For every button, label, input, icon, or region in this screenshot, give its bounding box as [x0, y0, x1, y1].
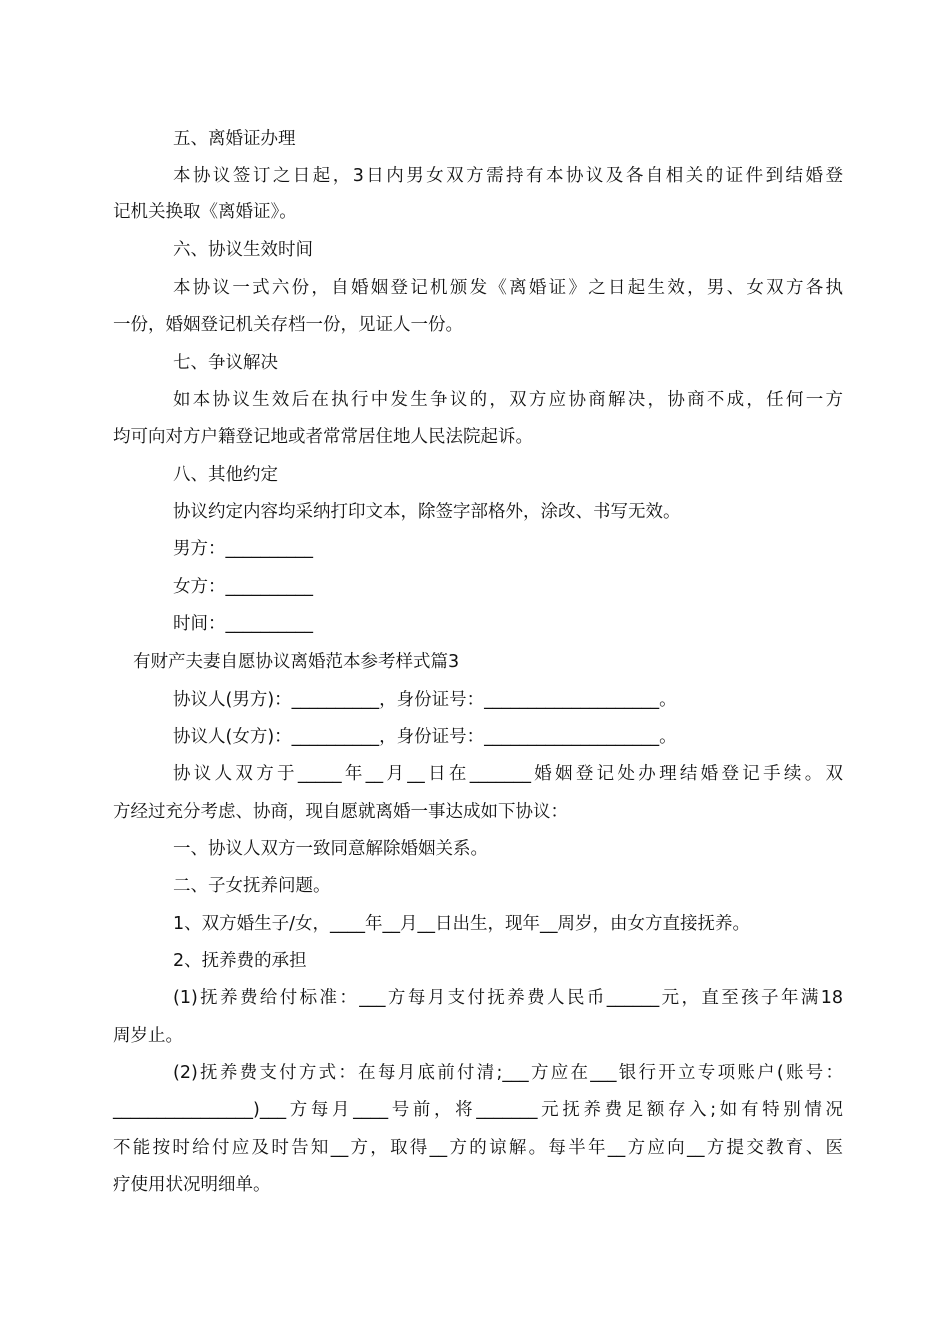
paragraph-line: 不能按时给付应及时告知__方，取得__方的谅解。每半年__方应向__方提交教育、医 [113, 1138, 843, 1158]
clause-line: 一、协议人双方一致同意解除婚姻关系。 [173, 839, 488, 859]
clause-line: 2、抚养费的承担 [173, 951, 307, 971]
paragraph-line: 疗使用状况明细单。 [113, 1175, 271, 1195]
paragraph-line: 协议人双方于_____年__月__日在_______婚姻登记处办理结婚登记手续。双 [173, 764, 843, 784]
paragraph-line: 一份，婚姻登记机关存档一份，见证人一份。 [113, 315, 463, 335]
section-heading-5: 五、离婚证办理 [173, 129, 296, 149]
party-line-female: 协议人(女方)：__________，身份证号：____________________。 [173, 727, 677, 747]
party-line-male: 协议人(男方)：__________，身份证号：____________________。 [173, 690, 677, 710]
clause-line: 1、双方婚生子/女，____年__月__日出生，现年__周岁，由女方直接抚养。 [173, 914, 751, 934]
paragraph-line: 本协议签订之日起，3日内男女双方需持有本协议及各自相关的证件到结婚登 [173, 166, 843, 186]
paragraph-line: 方经过充分考虑、协商，现自愿就离婚一事达成如下协议： [113, 802, 568, 822]
paragraph-line: 周岁止。 [113, 1026, 183, 1046]
paragraph-line: 记机关换取《离婚证》。 [113, 202, 297, 222]
section-heading-7: 七、争议解决 [173, 353, 278, 373]
section-heading-8: 八、其他约定 [173, 465, 278, 485]
paragraph-line: 协议约定内容均采纳打印文本，除签字部格外，涂改、书写无效。 [173, 502, 681, 522]
paragraph-line: (1)抚养费给付标准：___方每月支付抚养费人民币______元，直至孩子年满18 [173, 988, 843, 1008]
clause-line: 二、子女抚养问题。 [173, 876, 331, 896]
section-heading-6: 六、协议生效时间 [173, 240, 313, 260]
signature-line-date: 时间：__________ [173, 614, 313, 634]
paragraph-line: 均可向对方户籍登记地或者常常居住地人民法院起诉。 [113, 427, 533, 447]
signature-line-female: 女方：__________ [173, 577, 313, 597]
article-title: 有财产夫妻自愿协议离婚范本参考样式篇3 [133, 652, 460, 672]
signature-line-male: 男方：__________ [173, 539, 313, 559]
paragraph-line: ________________)___方每月____号前，将_______元抚养费足额存入;如有特别情况 [113, 1100, 843, 1120]
paragraph-line: 本协议一式六份，自婚姻登记机颁发《离婚证》之日起生效，男、女双方各执 [173, 278, 843, 298]
paragraph-line: 如本协议生效后在执行中发生争议的，双方应协商解决，协商不成，任何一方 [173, 390, 843, 410]
paragraph-line: (2)抚养费支付方式：在每月底前付清;___方应在___银行开立专项账户(账号： [173, 1063, 843, 1083]
